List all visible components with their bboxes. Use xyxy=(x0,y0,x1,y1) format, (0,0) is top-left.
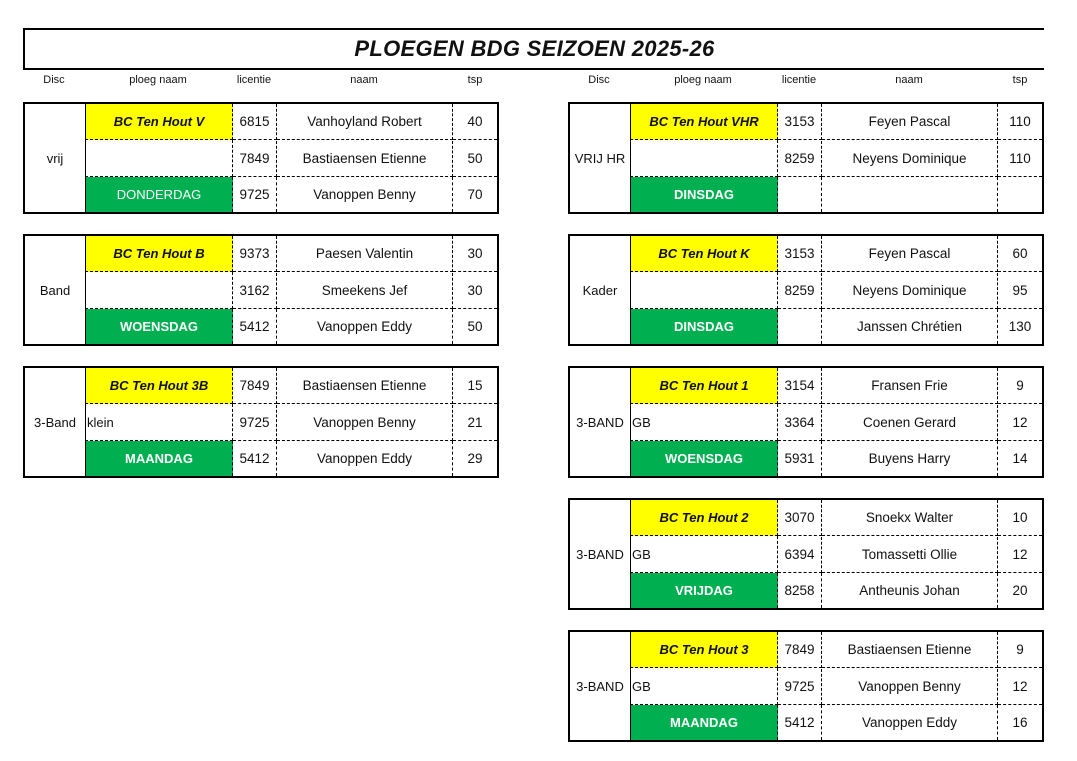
page-title: PLOEGEN BDG SEIZOEN 2025-26 xyxy=(354,36,715,61)
tsp-cell: 30 xyxy=(453,236,497,272)
team-block xyxy=(23,234,499,346)
licentie-cell: 9725 xyxy=(233,177,277,212)
team-sub-cell xyxy=(85,140,233,177)
play-day: MAANDAG xyxy=(85,441,233,476)
tsp-cell: 21 xyxy=(453,405,497,441)
tsp-cell: 29 xyxy=(467,451,483,466)
player-name: Janssen Chrétien xyxy=(822,309,998,344)
player-name: Fransen Frie xyxy=(822,368,998,404)
discipline-label: VRIJ HR xyxy=(574,150,626,166)
player-name: Neyens Dominique xyxy=(822,273,998,309)
licentie-cell: 8259 xyxy=(778,141,822,177)
tsp-cell: 15 xyxy=(453,368,497,404)
header-disc: Disc xyxy=(43,74,65,86)
player-name: Vanoppen Eddy xyxy=(822,705,998,740)
player-name: Bastiaensen Etienne xyxy=(277,141,453,177)
player-name: Vanoppen Benny xyxy=(277,177,453,212)
team-block xyxy=(23,366,499,478)
tsp-cell: 16 xyxy=(1012,715,1028,730)
header-row-right xyxy=(568,74,1044,90)
player-name: Smeekens Jef xyxy=(277,273,453,309)
licentie-cell: 8259 xyxy=(778,273,822,309)
team-sub-cell xyxy=(85,272,233,309)
player-name: Vanoppen Benny xyxy=(822,669,998,705)
tsp-cell: 50 xyxy=(453,141,497,177)
tsp-cell: 9 xyxy=(998,368,1042,404)
licentie-cell: 7849 xyxy=(778,632,822,668)
player-name: Snoekx Walter xyxy=(822,500,998,536)
licentie-cell: 9725 xyxy=(233,405,277,441)
licentie-cell: 7849 xyxy=(233,141,277,177)
tsp-cell: 130 xyxy=(1008,319,1032,334)
licentie-cell: 7849 xyxy=(233,368,277,404)
tsp-cell: 12 xyxy=(998,669,1042,705)
team-block xyxy=(23,102,499,214)
play-day: DONDERDAG xyxy=(85,177,233,212)
team-block xyxy=(568,366,1044,478)
team-name: BC Ten Hout 3 xyxy=(630,632,778,668)
tsp-cell: 12 xyxy=(998,537,1042,573)
tsp-cell: 40 xyxy=(453,104,497,140)
team-name: BC Ten Hout VHR xyxy=(630,104,778,140)
discipline-label: vrij xyxy=(46,150,64,166)
team-sub-cell xyxy=(630,536,778,573)
header-licentie: licentie xyxy=(781,74,817,86)
play-day: DINSDAG xyxy=(630,309,778,344)
player-name: Antheunis Johan xyxy=(822,573,998,608)
player-name: Bastiaensen Etienne xyxy=(277,368,453,404)
licentie-cell: 3162 xyxy=(233,273,277,309)
licentie-cell: 9725 xyxy=(778,669,822,705)
licentie-cell: 8258 xyxy=(778,573,822,608)
header-disc: Disc xyxy=(588,74,610,86)
team-name: BC Ten Hout 2 xyxy=(630,500,778,536)
play-day: VRIJDAG xyxy=(630,573,778,608)
licentie-cell: 5931 xyxy=(778,441,822,476)
licentie-cell: 3153 xyxy=(778,104,822,140)
tsp-cell: 110 xyxy=(998,141,1042,177)
player-name: Vanoppen Eddy xyxy=(277,441,453,476)
team-name: BC Ten Hout 3B xyxy=(85,368,233,404)
team-block xyxy=(568,102,1044,214)
team-subtype: GB xyxy=(632,678,651,694)
licentie-cell: 5412 xyxy=(233,441,277,476)
header-naam: naam xyxy=(350,74,378,86)
discipline-label: 3-Band xyxy=(34,414,76,430)
tsp-cell: 50 xyxy=(467,319,483,334)
player-name: Feyen Pascal xyxy=(822,104,998,140)
play-day: WOENSDAG xyxy=(630,441,778,476)
licentie-cell: 3364 xyxy=(778,405,822,441)
tsp-cell: 70 xyxy=(467,187,483,202)
licentie-cell: 6394 xyxy=(778,537,822,573)
licentie-cell: 5412 xyxy=(778,705,822,740)
tsp-cell: 60 xyxy=(998,236,1042,272)
player-name: Buyens Harry xyxy=(822,441,998,476)
licentie-cell: 3070 xyxy=(778,500,822,536)
header-row-left xyxy=(23,74,499,90)
team-block xyxy=(568,498,1044,610)
player-name xyxy=(822,177,998,212)
licentie-cell xyxy=(778,177,822,212)
licentie-cell: 3154 xyxy=(778,368,822,404)
tsp-cell: 20 xyxy=(1012,583,1028,598)
player-name: Vanhoyland Robert xyxy=(277,104,453,140)
team-block xyxy=(568,234,1044,346)
player-name: Vanoppen Benny xyxy=(277,405,453,441)
header-ploeg: ploeg naam xyxy=(674,74,732,86)
team-name: BC Ten Hout K xyxy=(630,236,778,272)
header-tsp: tsp xyxy=(1012,74,1028,86)
header-naam: naam xyxy=(895,74,923,86)
team-name: BC Ten Hout B xyxy=(85,236,233,272)
team-sub-cell xyxy=(630,668,778,705)
tsp-cell: 14 xyxy=(1012,451,1028,466)
header-licentie: licentie xyxy=(236,74,272,86)
header-ploeg: ploeg naam xyxy=(129,74,187,86)
tsp-cell: 10 xyxy=(998,500,1042,536)
licentie-cell: 6815 xyxy=(233,104,277,140)
tsp-cell: 110 xyxy=(998,104,1042,140)
licentie-cell: 5412 xyxy=(233,309,277,344)
tsp-cell xyxy=(998,177,1042,212)
discipline-label: 3-BAND xyxy=(576,678,624,694)
header-tsp: tsp xyxy=(467,74,483,86)
licentie-cell xyxy=(778,309,822,344)
team-sub-cell xyxy=(630,404,778,441)
play-day: MAANDAG xyxy=(630,705,778,740)
team-subtype: klein xyxy=(87,414,114,430)
team-name: BC Ten Hout V xyxy=(85,104,233,140)
tsp-cell: 12 xyxy=(998,405,1042,441)
discipline-label: Band xyxy=(39,282,71,298)
player-name: Paesen Valentin xyxy=(277,236,453,272)
team-sub-cell xyxy=(630,272,778,309)
team-subtype: GB xyxy=(632,546,651,562)
tsp-cell: 9 xyxy=(998,632,1042,668)
discipline-label: Kader xyxy=(582,282,618,298)
player-name: Coenen Gerard xyxy=(822,405,998,441)
tsp-cell: 95 xyxy=(998,273,1042,309)
team-sub-cell xyxy=(630,140,778,177)
player-name: Vanoppen Eddy xyxy=(277,309,453,344)
tsp-cell: 30 xyxy=(453,273,497,309)
player-name: Tomassetti Ollie xyxy=(822,537,998,573)
title-box xyxy=(23,28,1044,70)
play-day: WOENSDAG xyxy=(85,309,233,344)
player-name: Feyen Pascal xyxy=(822,236,998,272)
licentie-cell: 3153 xyxy=(778,236,822,272)
team-name: BC Ten Hout 1 xyxy=(630,368,778,404)
play-day: DINSDAG xyxy=(630,177,778,212)
team-subtype: GB xyxy=(632,414,651,430)
discipline-label: 3-BAND xyxy=(576,414,624,430)
player-name: Bastiaensen Etienne xyxy=(822,632,998,668)
player-name: Neyens Dominique xyxy=(822,141,998,177)
discipline-label: 3-BAND xyxy=(576,546,624,562)
team-block xyxy=(568,630,1044,742)
licentie-cell: 9373 xyxy=(233,236,277,272)
